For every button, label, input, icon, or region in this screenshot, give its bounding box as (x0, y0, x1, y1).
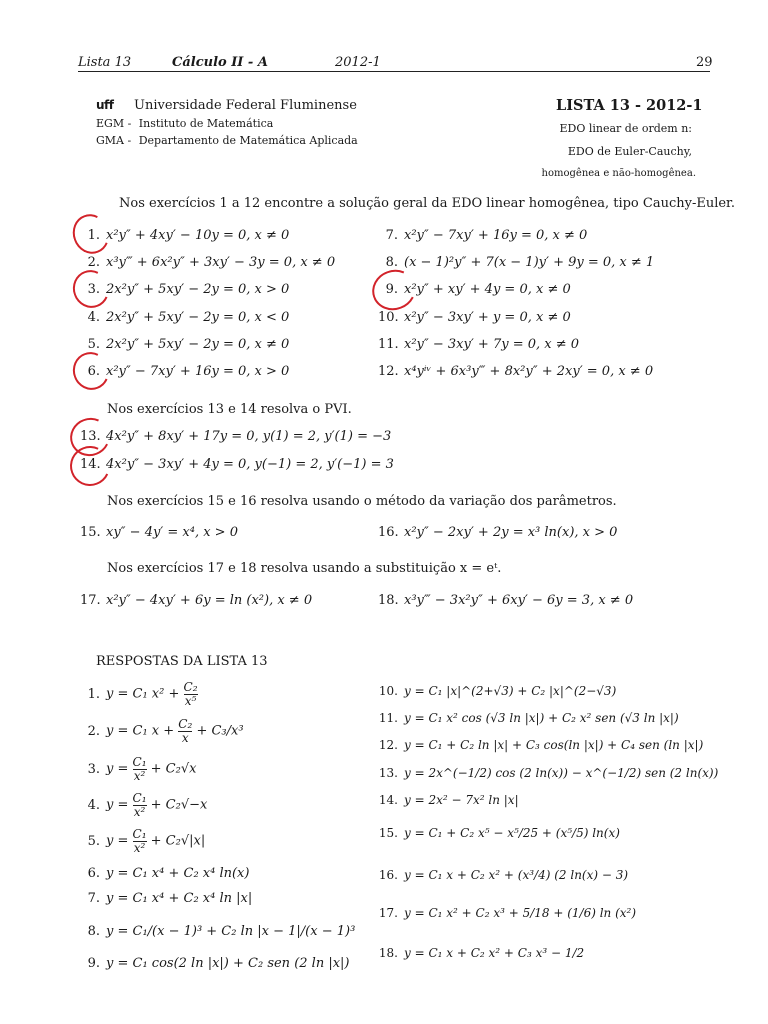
exercise-7: 7. x²y″ − 7xy′ + 16y = 0, x ≠ 0 (385, 228, 588, 243)
answer-8: 8. y = C₁/(x − 1)³ + C₂ ln |x − 1|/(x − 1)³ (87, 924, 356, 939)
university-name: Universidade Federal Fluminense (134, 98, 357, 113)
answer-11: 11. y = C₁ x² cos (√3 ln |x|) + C₂ x² sen (√3 ln |x|) (378, 711, 679, 725)
answer-10: 10. y = C₁ |x|^(2+√3) + C₂ |x|^(2−√3) (378, 684, 617, 698)
answers-title: RESPOSTAS DA LISTA 13 (96, 654, 268, 669)
answer-5: 5. y = $\frac{\text{C₁}}{\text{x²}}$ + C₂√|x| (87, 827, 206, 855)
answer-9: 9. y = C₁ cos(2 ln |x|) + C₂ sen (2 ln |x|) (87, 956, 350, 971)
exercise-18: 18. x³y‴ − 3x²y″ + 6xy′ − 6y = 3, x ≠ 0 (378, 593, 634, 608)
gma-code: GMA - (96, 134, 132, 147)
exercise-3: 3. 2x²y″ + 5xy′ − 2y = 0, x > 0 (87, 282, 290, 297)
answer-15: 15. y = C₁ + C₂ x⁵ − x⁵/25 + (x⁵/5) ln(x) (378, 826, 620, 840)
answer-16: 16. y = C₁ x + C₂ x² + (x³/4) (2 ln(x) − 3) (378, 868, 629, 882)
list-title: LISTA 13 - 2012-1 (556, 97, 703, 114)
header-semester: 2012-1 (335, 55, 381, 70)
annotation-circle-3 (68, 265, 115, 313)
page-number: 29 (696, 55, 713, 70)
annotation-circle-14 (64, 440, 115, 491)
answer-7: 7. y = C₁ x⁴ + C₂ x⁴ ln |x| (87, 891, 253, 906)
gma-name: Departamento de Matemática Aplicada (138, 134, 358, 147)
exercise-14: 14. 4x²y″ − 3xy′ + 4y = 0, y(−1) = 2, y′(−1) = 3 (80, 457, 394, 472)
subtitle-line3: homogênea e não-homogênea. (541, 168, 696, 179)
exercise-17: 17. x²y″ − 4xy′ + 6y = ln (x²), x ≠ 0 (80, 593, 313, 608)
intro-3: Nos exercícios 15 e 16 resolva usando o método da variação dos parâmetros. (107, 494, 617, 509)
answer-2: 2. y = C₁ x + $\frac{\text{C₂}}{x}$ + C₃/x³ (87, 717, 244, 745)
exercise-16: 16. x²y″ − 2xy′ + 2y = x³ ln(x), x > 0 (378, 525, 618, 540)
exercise-6: 6. x²y″ − 7xy′ + 16y = 0, x > 0 (87, 364, 290, 379)
subtitle-line2: EDO de Euler-Cauchy, (567, 145, 692, 158)
answer-6: 6. y = C₁ x⁴ + C₂ x⁴ ln(x) (87, 866, 250, 881)
exercise-4: 4. 2x²y″ + 5xy′ − 2y = 0, x < 0 (87, 310, 290, 325)
exercise-1: 1. x²y″ + 4xy′ − 10y = 0, x ≠ 0 (87, 228, 290, 243)
egm-name: Instituto de Matemática (138, 117, 274, 130)
header-course: Cálculo II - A (172, 55, 268, 70)
exercise-5: 5. 2x²y″ + 5xy′ − 2y = 0, x ≠ 0 (87, 337, 290, 352)
answer-1: 1. y = C₁ x² + $\frac{\text{C₂}}{\text{x⁵}}$ (87, 680, 198, 708)
uff-logo: uff (96, 98, 114, 112)
exercise-12: 12. x⁴yⁱᵛ + 6x³y‴ + 8x²y″ + 2xy′ = 0, x ≠ 0 (378, 364, 654, 379)
answer-14: 14. y = 2x² − 7x² ln |x| (378, 793, 519, 807)
answer-3: 3. y = $\frac{\text{C₁}}{\text{x²}}$ + C₂√x (87, 755, 197, 783)
answer-12: 12. y = C₁ + C₂ ln |x| + C₃ cos(ln |x|) + C₄ sen (ln |x|) (378, 738, 704, 752)
gma-line (96, 134, 358, 147)
exercise-13: 13. 4x²y″ + 8xy′ + 17y = 0, y(1) = 2, y′(1) = −3 (80, 429, 392, 444)
exercise-15: 15. xy″ − 4y′ = x⁴, x > 0 (80, 525, 238, 540)
header-list: Lista 13 (78, 55, 132, 70)
annotation-circle-6 (68, 347, 115, 395)
answer-18: 18. y = C₁ x + C₂ x² + C₃ x³ − 1/2 (378, 946, 585, 960)
egm-code: EGM - (96, 117, 132, 130)
subtitle-line1: EDO linear de ordem n: (559, 122, 692, 135)
intro-4: Nos exercícios 17 e 18 resolva usando a substituição x = eᵗ. (107, 561, 502, 576)
exercise-10: 10. x²y″ − 3xy′ + y = 0, x ≠ 0 (378, 310, 571, 325)
exercise-11: 11. x²y″ − 3xy′ + 7y = 0, x ≠ 0 (378, 337, 580, 352)
header-rule (78, 71, 710, 72)
annotation-circle-1 (67, 209, 115, 259)
exercise-9: 9. x²y″ + xy′ + 4y = 0, x ≠ 0 (385, 282, 571, 297)
egm-line (96, 117, 273, 130)
answer-13: 13. y = 2x^(−1/2) cos (2 ln(x)) − x^(−1/2) sen (2 ln(x)) (378, 766, 719, 780)
exercise-2: 2. x³y‴ + 6x²y″ + 3xy′ − 3y = 0, x ≠ 0 (87, 255, 336, 270)
exercise-8: 8. (x − 1)²y″ + 7(x − 1)y′ + 9y = 0, x ≠ 1 (385, 255, 655, 270)
intro-2: Nos exercícios 13 e 14 resolva o PVI. (107, 402, 352, 417)
annotation-circle-9 (366, 264, 421, 317)
answer-4: 4. y = $\frac{\text{C₁}}{\text{x²}}$ + C₂√−x (87, 791, 208, 819)
answer-17: 17. y = C₁ x² + C₂ x³ + 5/18 + (1/6) ln (x²) (378, 906, 637, 920)
intro-1: Nos exercícios 1 a 12 encontre a solução geral da EDO linear homogênea, tipo Cauchy-Euler. (119, 196, 735, 211)
